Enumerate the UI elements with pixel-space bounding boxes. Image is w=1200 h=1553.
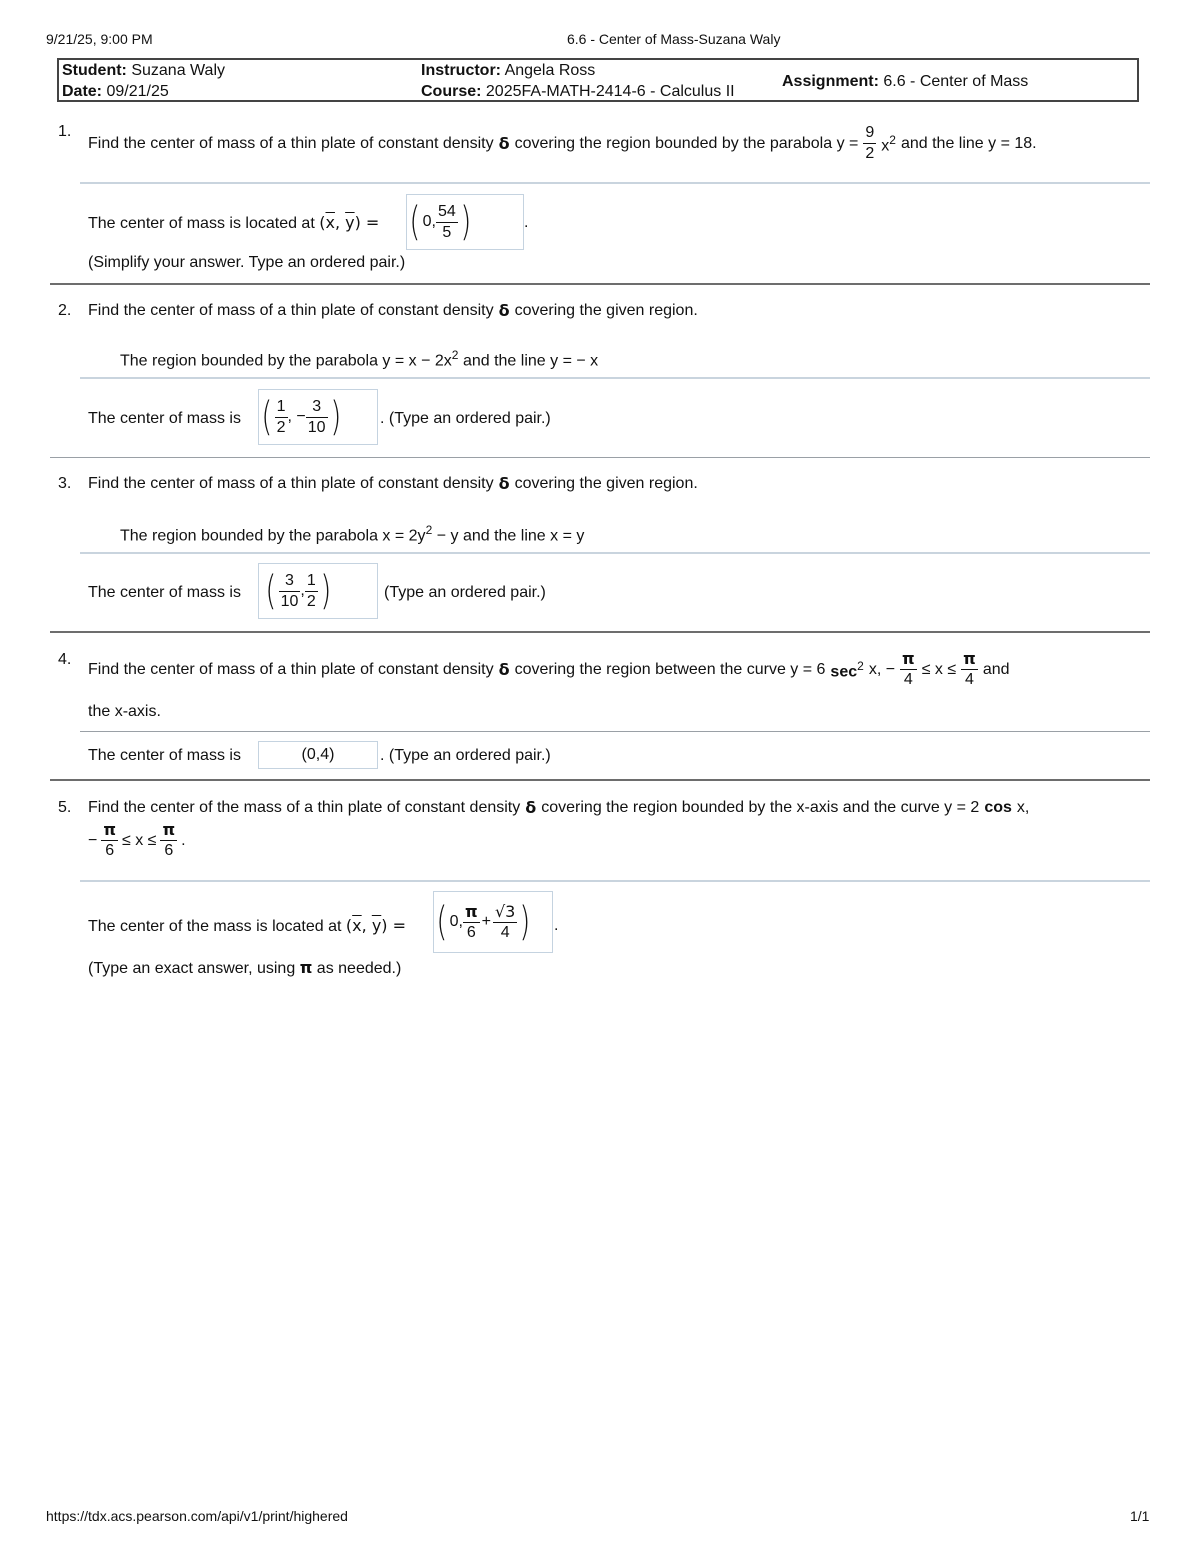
answer-box[interactable] — [406, 194, 524, 250]
question-number: 4. — [58, 651, 72, 668]
answer-instruction: (Type an exact answer, using π as needed.) — [88, 958, 402, 977]
region-description: The region bounded by the parabola $x = 2y^2 - y$ and the line x = y — [120, 523, 585, 545]
delta-symbol: δ — [525, 798, 537, 817]
answer-value: (0,4) — [301, 746, 335, 763]
answer-lead: The center of mass is — [88, 584, 241, 601]
pi-symbol: π — [963, 649, 976, 668]
question-number: 5. — [58, 799, 72, 816]
denominator: 2 — [306, 592, 316, 610]
numerator: 1 — [305, 573, 318, 592]
prompt-text: Find the center of mass of a thin plate of constant density — [88, 475, 494, 492]
separator: , — [300, 582, 305, 599]
left-paren: ( — [261, 394, 273, 440]
fraction — [160, 822, 177, 859]
print-page-title: 6.6 - Center of Mass-Suzana Waly — [567, 31, 781, 47]
answer-instruction: . (Type an ordered pair.) — [380, 410, 551, 427]
footer-url: https://tdx.acs.pearson.com/api/v1/print/highered — [46, 1508, 348, 1524]
right-paren: ) — [320, 568, 332, 614]
pi-symbol: π — [103, 820, 116, 839]
denominator: 4 — [903, 671, 913, 688]
denominator: 5 — [442, 223, 452, 241]
right-paren: ) — [329, 394, 341, 440]
answer-zero: 0, — [449, 913, 463, 930]
course-value: 2025FA-MATH-2414-6 - Calculus II — [485, 83, 735, 100]
prompt-text: covering the region bounded by the parabola y = — [514, 134, 859, 152]
exponent: 2 — [451, 348, 459, 362]
prompt-line-2: the x-axis. — [88, 703, 161, 720]
prompt-text: Find the center of mass of a thin plate of constant density — [88, 134, 494, 152]
answer-end: . — [554, 917, 559, 934]
separator: , − — [287, 408, 306, 425]
question-prompt — [88, 798, 1029, 818]
fraction — [101, 822, 118, 859]
footer-page-number: 1/1 — [1130, 1508, 1150, 1524]
print-datetime: 9/21/25, 9:00 PM — [46, 31, 153, 47]
prompt-text: Find the center of mass of a thin plate of constant density — [88, 302, 494, 319]
plus-sign: + — [481, 913, 491, 930]
exponent: 2 — [425, 523, 433, 537]
sec-function: sec — [830, 663, 858, 681]
student-name: Suzana Waly — [131, 62, 225, 79]
denominator: 4 — [965, 671, 974, 688]
answer-lead: The center of mass is — [88, 410, 241, 427]
numerator: 3 — [279, 573, 301, 592]
prompt-text: x, − — [868, 660, 896, 678]
variable: $x^2$ — [881, 133, 896, 155]
course-row — [421, 82, 735, 102]
answer-fraction — [493, 901, 517, 941]
cos-function: cos — [984, 799, 1012, 816]
answer-lead: The center of mass is — [88, 747, 241, 764]
answer-box[interactable] — [258, 389, 378, 445]
x-bar: $\overline{x}$ — [352, 916, 362, 935]
numerator: 3 — [306, 399, 328, 418]
inequality: ≤ x ≤ — [122, 831, 157, 849]
pi-symbol: π — [162, 820, 176, 839]
answer-box[interactable] — [258, 563, 378, 619]
prompt-text: Find the center of the mass of a thin plate of constant density — [88, 799, 521, 816]
delta-symbol: δ — [498, 301, 510, 320]
left-paren: ( — [436, 899, 448, 945]
denominator: 2 — [865, 145, 875, 162]
fraction — [900, 651, 917, 688]
question-number: 2. — [58, 302, 72, 319]
right-paren: ) — [460, 199, 472, 245]
answer-fraction — [306, 399, 328, 436]
answer-lead: The center of mass is located at ($\overline{x}$, $\overline{y}$) = — [88, 213, 380, 232]
answer-fraction — [279, 573, 301, 610]
domain-line — [88, 822, 186, 859]
answer-fraction — [463, 901, 480, 941]
date-value: 09/21/25 — [106, 83, 169, 100]
answer-instruction: (Type an ordered pair.) — [384, 584, 546, 601]
divider — [80, 880, 1150, 882]
denominator: 6 — [105, 842, 115, 859]
answer-box[interactable] — [433, 891, 553, 953]
answer-end: . — [524, 214, 529, 231]
prompt-text: x, — [1016, 799, 1030, 816]
assignment-row — [782, 72, 1028, 92]
inequality: ≤ x ≤ — [921, 660, 957, 678]
question-separator — [50, 631, 1150, 633]
student-row — [62, 61, 225, 81]
delta-symbol: δ — [498, 133, 510, 153]
assignment-value: 6.6 - Center of Mass — [883, 73, 1029, 90]
prompt-text: and — [982, 660, 1010, 678]
instructor-name: Angela Ross — [504, 62, 596, 79]
course-label: Course: — [421, 83, 482, 100]
right-paren: ) — [519, 899, 531, 945]
answer-box[interactable] — [258, 741, 378, 769]
divider — [80, 731, 1150, 732]
prompt-text: covering the given region. — [514, 302, 698, 319]
delta-symbol: δ — [498, 474, 510, 493]
instructor-label: Instructor: — [421, 62, 501, 79]
denominator: 4 — [500, 923, 510, 941]
question-prompt — [88, 301, 698, 321]
question-prompt — [88, 651, 1010, 688]
answer-fraction — [436, 204, 458, 241]
question-prompt — [88, 474, 698, 494]
fraction — [961, 651, 978, 688]
denominator: 10 — [280, 592, 299, 610]
prompt-text: covering the given region. — [514, 475, 698, 492]
denominator: 10 — [307, 418, 326, 436]
prompt-text: Find the center of mass of a thin plate of constant density — [88, 660, 494, 678]
answer-lead: The center of the mass is located at ($\overline{x}$, $\overline{y}$) = — [88, 916, 407, 935]
divider — [80, 377, 1150, 379]
denominator: 2 — [276, 418, 286, 436]
y-bar: $\overline{y}$ — [345, 213, 355, 232]
denominator: 6 — [466, 923, 476, 941]
answer-instruction: (Simplify your answer. Type an ordered pair.) — [88, 254, 406, 271]
question-separator — [50, 283, 1150, 285]
question-number: 1. — [58, 123, 72, 140]
delta-symbol: δ — [498, 659, 510, 679]
left-paren: ( — [265, 568, 277, 614]
date-row — [62, 82, 169, 102]
answer-instruction: . (Type an ordered pair.) — [380, 747, 551, 764]
pi-symbol: π — [299, 958, 313, 977]
question-prompt — [88, 125, 1037, 162]
question-number: 3. — [58, 475, 72, 492]
exponent: 2 — [889, 133, 896, 148]
prompt-tail: and the line y = 18. — [900, 134, 1037, 152]
assignment-info-box — [57, 58, 1139, 102]
answer-fraction — [305, 573, 318, 610]
date-label: Date: — [62, 83, 103, 100]
pi-symbol: π — [902, 649, 915, 668]
x-bar: $\overline{x}$ — [325, 213, 335, 232]
pi-symbol: π — [464, 901, 478, 921]
denominator: 6 — [164, 842, 174, 859]
answer-zero: 0, — [422, 213, 436, 230]
divider — [80, 552, 1150, 554]
answer-fraction — [275, 399, 288, 436]
numerator: 9 — [863, 125, 876, 144]
prompt-text: covering the region between the curve y = 6 — [514, 660, 826, 678]
left-paren: ( — [409, 199, 421, 245]
y-bar: $\overline{y}$ — [371, 916, 382, 935]
fraction — [863, 125, 876, 162]
region-description: The region bounded by the parabola $y = x - 2x^2$ and the line y = − x — [120, 348, 599, 370]
question-separator — [50, 779, 1150, 781]
instructor-row — [421, 61, 595, 81]
numerator: 54 — [436, 204, 458, 223]
student-label: Student: — [62, 62, 127, 79]
prompt-text: covering the region bounded by the x-axis and the curve y = 2 — [541, 799, 980, 816]
assignment-label: Assignment: — [782, 73, 879, 90]
divider — [80, 182, 1150, 184]
question-separator — [50, 457, 1150, 458]
period: . — [181, 831, 186, 849]
exponent: 2 — [857, 659, 864, 674]
minus-sign: − — [88, 831, 98, 849]
sqrt-three: √3 — [494, 901, 516, 921]
numerator: 1 — [275, 399, 288, 418]
